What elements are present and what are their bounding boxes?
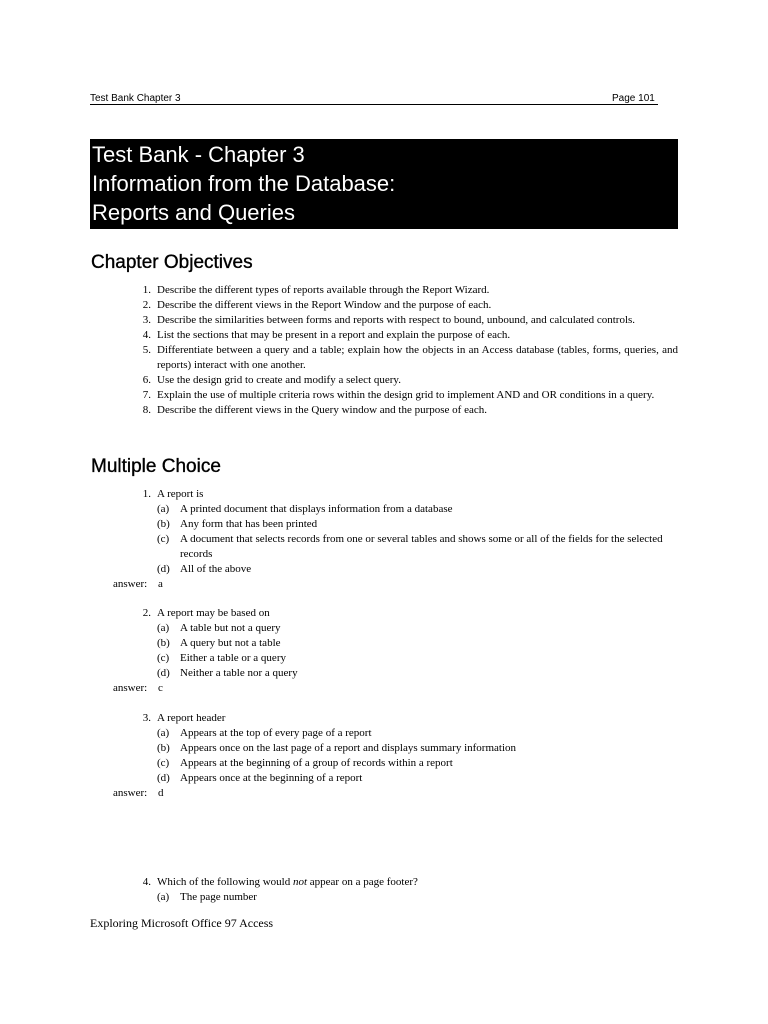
- option-text: Appears at the top of every page of a report: [180, 727, 372, 739]
- question-option: [90, 562, 678, 577]
- option-letter: (d): [157, 772, 170, 784]
- option-letter: (d): [157, 667, 170, 679]
- option-letter: (c): [157, 757, 170, 769]
- answer-value: d: [158, 787, 164, 799]
- objective-text: Describe the different views in the Report Window and the purpose of each.: [157, 299, 492, 311]
- option-text: Appears once on the last page of a report and displays summary information: [180, 742, 517, 754]
- option-text: Neither a table nor a query: [180, 667, 298, 679]
- objective-text: Differentiate between a query and a table; explain how the objects in an Access database (tables, forms, queries, and reports) interact with one another.: [157, 344, 678, 371]
- answer-line: [90, 681, 678, 696]
- objective-text: Describe the different views in the Query window and the purpose of each.: [157, 404, 487, 416]
- objective-text: Describe the similarities between forms and reports with respect to bound, unbound, and calculated controls.: [157, 314, 636, 326]
- objective-number: 3.: [142, 314, 151, 326]
- question-stem: [90, 487, 678, 502]
- question-stem: [90, 606, 678, 621]
- option-text: Any form that has been printed: [180, 518, 318, 530]
- answer-line: [90, 577, 678, 592]
- option-text: Appears at the beginning of a group of records within a report: [180, 757, 453, 769]
- question-option: [90, 771, 678, 786]
- option-letter: (b): [157, 637, 170, 649]
- question-option: [90, 741, 678, 756]
- answer-value: a: [158, 578, 163, 590]
- banner-line-2: Information from the Database:: [92, 171, 396, 196]
- objective-item: [90, 373, 678, 388]
- multiple-choice-heading: Multiple Choice: [91, 456, 221, 477]
- option-text: The page number: [180, 891, 257, 903]
- objective-text: Describe the different types of reports available through the Report Wizard.: [157, 284, 490, 296]
- option-letter: (a): [157, 891, 170, 903]
- objective-item: [90, 403, 678, 418]
- banner-line-1: Test Bank - Chapter 3: [92, 142, 305, 167]
- question-text: A report header: [157, 712, 226, 724]
- question-option: [90, 636, 678, 651]
- question-number: 4.: [142, 876, 151, 888]
- objective-text: List the sections that may be present in a report and explain the purpose of each.: [157, 329, 511, 341]
- option-text: A printed document that displays information from a database: [180, 503, 453, 515]
- option-letter: (b): [157, 742, 170, 754]
- option-text: A document that selects records from one or several tables and shows some or all of the fields for the selected records: [180, 533, 663, 560]
- objective-item: [90, 313, 678, 328]
- objective-number: 7.: [142, 389, 151, 401]
- objective-item: [90, 388, 678, 403]
- answer-line: [90, 786, 678, 801]
- question-option: [90, 532, 678, 562]
- banner-line-3: Reports and Queries: [92, 200, 295, 225]
- option-letter: (d): [157, 563, 170, 575]
- option-text: A table but not a query: [180, 622, 281, 634]
- option-text: Appears once at the beginning of a report: [180, 772, 363, 784]
- option-letter: (b): [157, 518, 170, 530]
- answer-label: answer:: [113, 578, 148, 590]
- option-letter: (c): [157, 533, 170, 545]
- objectives-list: [90, 283, 678, 418]
- question-2: [90, 606, 678, 696]
- objective-number: 5.: [142, 344, 151, 356]
- page-number: Page 101: [612, 93, 655, 104]
- question-3: [90, 711, 678, 801]
- header-rule: [90, 104, 658, 105]
- question-option: [90, 756, 678, 771]
- objective-item: [90, 283, 678, 298]
- question-1: [90, 487, 678, 592]
- option-text: Either a table or a query: [180, 652, 286, 664]
- objective-number: 1.: [142, 284, 151, 296]
- objective-text: Use the design grid to create and modify a select query.: [157, 374, 401, 386]
- option-letter: (a): [157, 727, 170, 739]
- objective-number: 6.: [142, 374, 151, 386]
- question-text-start: Which of the following would: [157, 876, 293, 888]
- running-header-title: Test Bank Chapter 3: [90, 93, 181, 104]
- option-text: A query but not a table: [180, 637, 281, 649]
- objective-item: [90, 328, 678, 343]
- answer-value: c: [158, 682, 163, 694]
- answer-label: answer:: [113, 682, 148, 694]
- question-option: [90, 651, 678, 666]
- question-option: [90, 517, 678, 532]
- question-number: 3.: [142, 712, 151, 724]
- objective-number: 4.: [142, 329, 151, 341]
- option-letter: (a): [157, 622, 170, 634]
- question-text-end: appear on a page footer?: [307, 876, 418, 888]
- objective-number: 2.: [142, 299, 151, 311]
- option-text: All of the above: [180, 563, 252, 575]
- objective-text: Explain the use of multiple criteria rows within the design grid to implement AND and OR conditions in a query.: [157, 389, 655, 401]
- page-footer: Exploring Microsoft Office 97 Access: [90, 916, 274, 930]
- option-letter: (a): [157, 503, 170, 515]
- option-letter: (c): [157, 652, 170, 664]
- question-stem: [90, 875, 678, 890]
- question-text-emphasis: not: [292, 876, 308, 888]
- question-number: 1.: [142, 488, 151, 500]
- question-option: [90, 890, 678, 905]
- objective-number: 8.: [142, 404, 151, 416]
- chapter-title-banner: [90, 139, 678, 229]
- question-text: A report may be based on: [157, 607, 270, 619]
- question-option: [90, 726, 678, 741]
- question-number: 2.: [142, 607, 151, 619]
- question-text: A report is: [157, 488, 204, 500]
- question-stem: [90, 711, 678, 726]
- answer-label: answer:: [113, 787, 148, 799]
- question-option: [90, 621, 678, 636]
- question-4: [90, 875, 678, 905]
- question-option: [90, 502, 678, 517]
- chapter-objectives-heading: Chapter Objectives: [91, 252, 253, 273]
- question-option: [90, 666, 678, 681]
- objective-item: [90, 343, 678, 373]
- objective-item: [90, 298, 678, 313]
